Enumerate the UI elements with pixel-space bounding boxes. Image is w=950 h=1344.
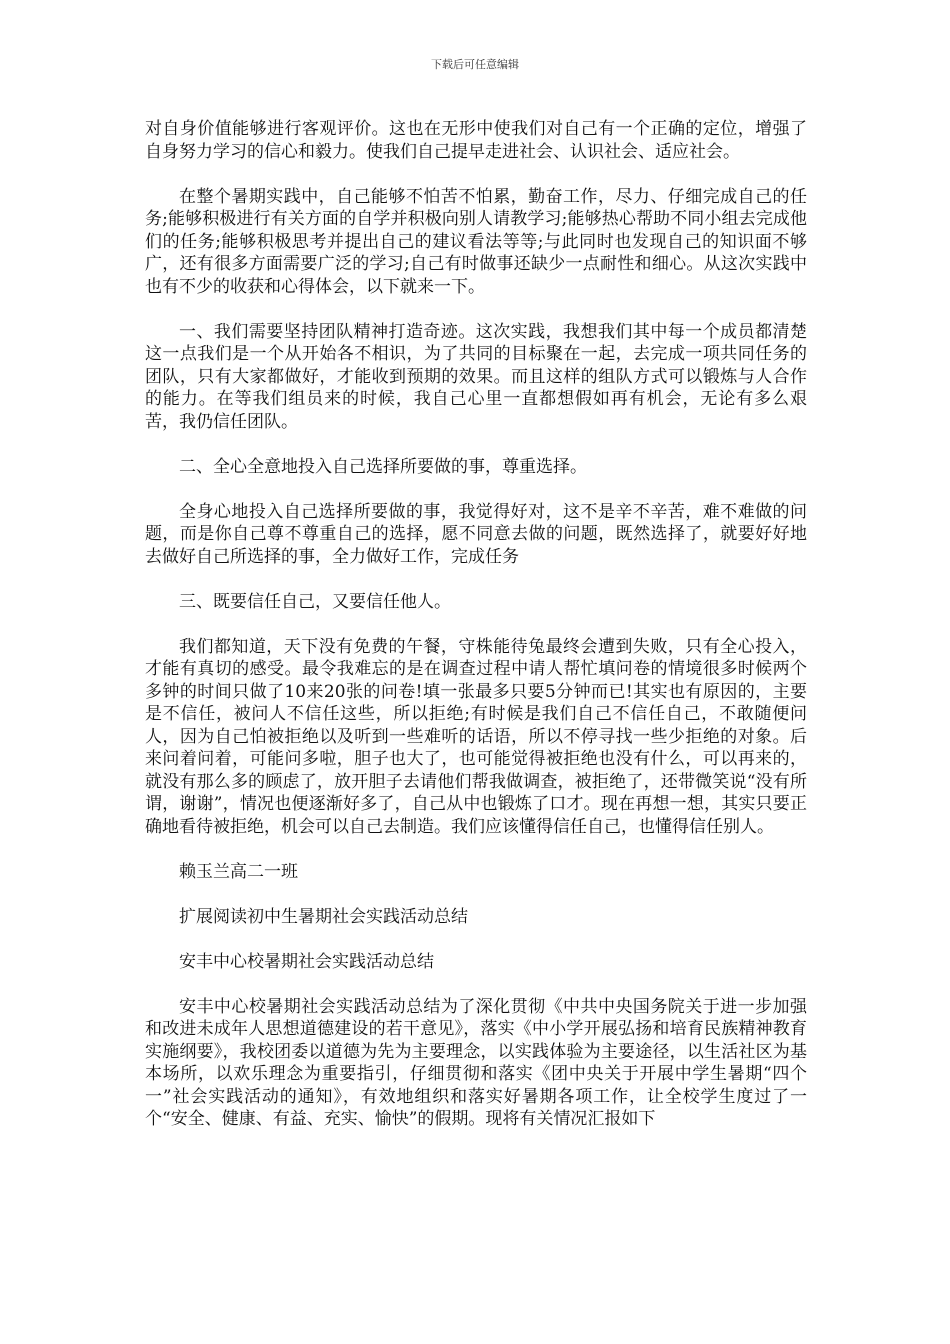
- paragraph-school-summary: 安丰中心校暑期社会实践活动总结为了深化贯彻《中共中央国务院关于进一步加强和改进未成年人思想道德建设的若干意见》，落实《中小学开展弘扬和培育民族精神教育实施纲要》，我校团委以道德为先为主要理念，以实践体验为主要途径，以生活社区为基本场所，以欢乐理念为重要指引，仔细贯彻和落实《团中央关于开展中学生暑期“四个一”社会实践活动的通知》，有效地组织和落实好暑期各项工作，让全校学生度过了一个“安全、健康、有益、充实、愉快”的假期。现将有关情况汇报如下: [145, 996, 807, 1129]
- author-signature: 赖玉兰高二一班: [179, 861, 298, 882]
- paragraph-practice-summary: 在整个暑期实践中，自己能够不怕苦不怕累，勤奋工作，尽力、仔细完成自己的任务;能够积极进行有关方面的自学并积极向别人请教学习;能够热心帮助不同小组去完成他们的任务;能够积极思考并提出自己的建议看法等等;与此同时也发现自己的知识面不够广，还有很多方面需要广泛的学习;自己有时做事还缺少一点耐性和细心。从这次实践中也有不少的收获和心得体会，以下就来一下。: [145, 186, 807, 297]
- page-header-note: 下载后可任意编辑: [431, 58, 519, 71]
- paragraph-respect-choice: 全身心地投入自己选择所要做的事，我觉得好对，这不是辛不辛苦，难不难做的问题，而是你自己尊不尊重自己的选择，愿不同意去做的问题，既然选择了，就要好好地去做好自己所选择的事，全力做好工作，完成任务: [145, 501, 807, 567]
- heading-trust: 三、既要信任自己，又要信任他人。: [179, 591, 451, 612]
- extended-reading-title: 扩展阅读初中生暑期社会实践活动总结: [179, 906, 468, 927]
- section-title: 安丰中心校暑期社会实践活动总结: [179, 951, 434, 972]
- paragraph-team-spirit: 一、我们需要坚持团队精神打造奇迹。这次实践，我想我们其中每一个成员都清楚这一点我们是一个从开始各不相识，为了共同的目标聚在一起，去完成一项共同任务的团队，只有大家都做好，才能收到预期的效果。而且这样的组队方式可以锻炼与人合作的能力。在等我们组员来的时候，我自己心里一直都想假如再有机会，无论有多么艰苦，我仍信任团队。: [145, 321, 807, 432]
- document-body: [145, 118, 807, 1131]
- paragraph-self-evaluation: 对自身价值能够进行客观评价。这也在无形中使我们对自己有一个正确的定位，增强了自身努力学习的信心和毅力。使我们自己提早走进社会、认识社会、适应社会。: [145, 119, 807, 162]
- paragraph-trust: 我们都知道，天下没有免费的午餐，守株能待兔最终会遭到失败，只有全心投入，才能有真切的感受。最令我难忘的是在调查过程中请人帮忙填问卷的情境很多时候两个多钟的时间只做了10来20张的问卷!填一张最多只要5分钟而已!其实也有原因的，主要是不信任，被问人不信任这些，所以拒绝;有时候是我们自己不信任自己，不敢随便问人，因为自己怕被拒绝以及听到一些难听的话语，所以不停寻找一些少拒绝的对象。后来问着问着，可能问多啦，胆子也大了，也可能觉得被拒绝也没有什么，可以再来的，就没有那么多的顾虑了，放开胆子去请他们帮我做调查，被拒绝了，还带微笑说“没有所谓，谢谢”，情况也便逐渐好多了，自己从中也锻炼了口才。现在再想一想，其实只要正确地看待被拒绝，机会可以自己去制造。我们应该懂得信任自己，也懂得信任别人。: [145, 636, 807, 837]
- heading-respect-choice: 二、全心全意地投入自己选择所要做的事，尊重选择。: [179, 456, 587, 477]
